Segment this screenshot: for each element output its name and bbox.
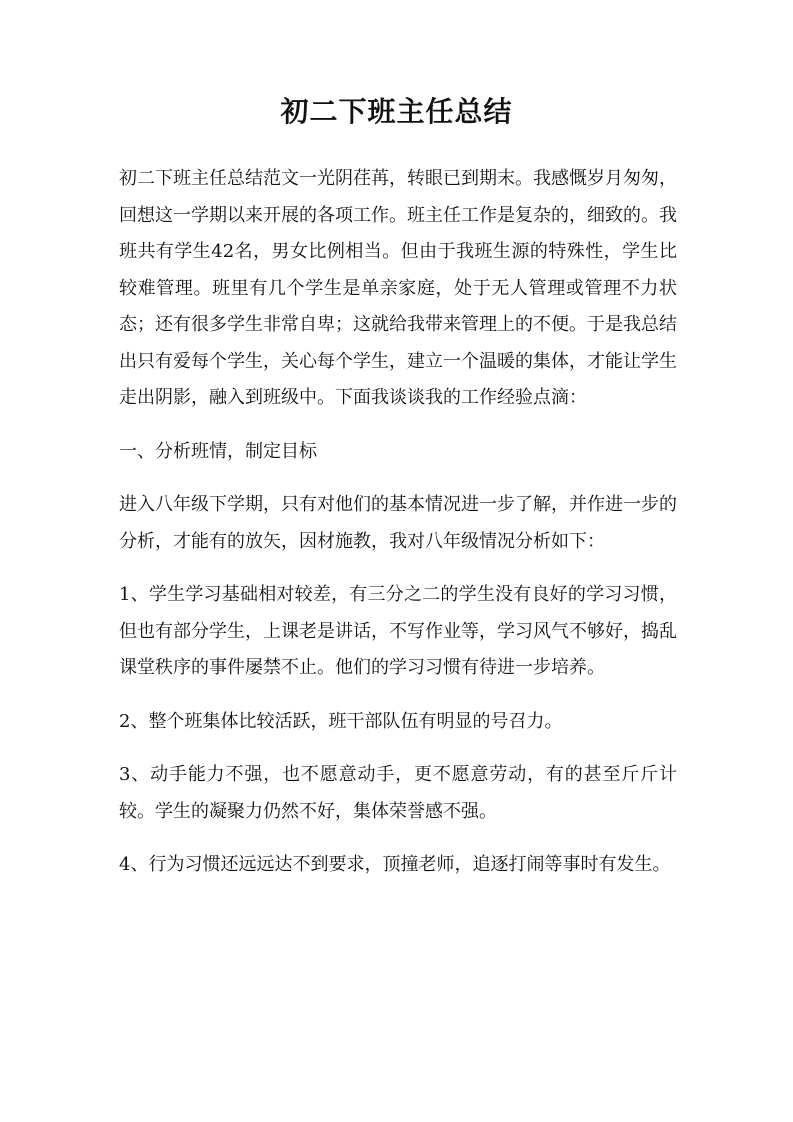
paragraph-analysis: 进入八年级下学期，只有对他们的基本情况进一步了解，并作进一步的分析，才能有的放矢，因材施教，我对八年级情况分析如下： — [119, 494, 677, 552]
paragraph-intro: 初二下班主任总结范文一光阴荏苒，转眼已到期末。我感慨岁月匆匆，回想这一学期以来开展的各项工作。班主任工作是复杂的，细致的。我班共有学生42名，男女比例相当。但由于我班生源的特殊性，学生比较难管理。班里有几个学生是单亲家庭，处于无人管理或管理不力状态；还有很多学生非常自卑；这就给我带来管理上的不便。于是我总结出只有爱每个学生，关心每个学生，建立一个温暖的集体，才能让学生走出阴影，融入到班级中。下面我谈谈我的工作经验点滴： — [119, 168, 677, 408]
list-item-2: 2、整个班集体比较活跃，班干部队伍有明显的号召力。 — [119, 710, 563, 732]
list-item-3: 3、动手能力不强，也不愿意动手，更不愿意劳动，有的甚至斤斤计较。学生的凝聚力仍然不好，集体荣誉感不强。 — [119, 764, 677, 822]
list-item-1: 1、学生学习基础相对较差，有三分之二的学生没有良好的学习习惯，但也有部分学生，上课老是讲话，不写作业等，学习风气不够好，捣乱课堂秩序的事件屡禁不止。他们的学习习惯有待进一步培养。 — [119, 584, 677, 678]
document-title: 初二下班主任总结 — [280, 95, 513, 128]
list-item-4: 4、行为习惯还远远达不到要求，顶撞老师，追逐打闹等事时有发生。 — [119, 854, 671, 875]
section-heading: 一、分析班情，制定目标 — [119, 440, 317, 462]
document-body — [119, 161, 677, 901]
